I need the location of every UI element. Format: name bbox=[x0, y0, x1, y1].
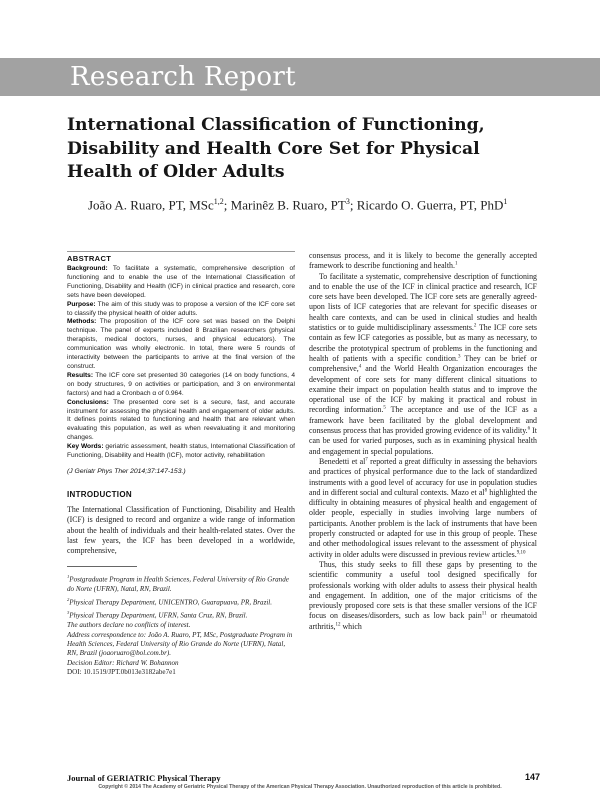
copyright-notice: Copyright © 2014 The Academy of Geriatric Physical Therapy of the American Physical Therapy Association. Unauthorized reproduction of this article is prohibited. bbox=[98, 784, 502, 790]
article-title: International Classification of Functioning, Disability and Health Core Set for Physical Health of Older Adults bbox=[67, 115, 485, 182]
body-paragraph-2: To facilitate a systematic, comprehensive description of functioning and to enable the use of the ICF in clinical practice and research, ICF core sets have been developed. The ICF core sets are generally agreed-upon lists of ICF categories that are relevant for specific diseases or health care contexts, and can be used in clinical studies and health statistics or to guide multidisciplinary assessments.$^2$ The ICF core sets contain as few ICF categories as possible, but as many as necessary, to describe the prototypical spectrum of problems in the functioning and health of patients with a specific condition.$^3$ They can be brief or comprehensive,$^4$ and the World Health Organization encourages the development of core sets for many different clinical situations to examine their impact on population health status and to improve the operational use of the ICF by making it practical and robust in recording information.$^5$ The acceptance and use of the ICF as a framework have been facilitated by the global development and consensus process that has provided growing evidence of its validity.$^6$ It can be used for varied purposes, such as in examining physical health and engagement in special populations. bbox=[309, 271, 537, 456]
introduction-heading: INTRODUCTION bbox=[67, 489, 132, 499]
affiliation-3: $^3$Physical Therapy Department, UFRN, Santa Cruz, RN, Brazil. bbox=[67, 609, 248, 620]
footnote-rule bbox=[67, 566, 137, 567]
abstract-body: Background: To facilitate a systematic, comprehensive description of functioning and to enable the use of the International Classification of Functioning, Disability and Health (ICF) in clinical practice and research, core sets have been developed. Purpose: The aim of this study was to propose a version of the ICF core set to classify the physical health of older adults. Methods: The proposition of the ICF core set was based on the Delphi technique. The panel of experts included 8 Brazilian researchers (physical therapists, medical doctors, nurses, and physical educators). The communication was wholly electronic. In total, there were 5 rounds of interactivity between the participants to arrive at the final version of the construct. Results: The ICF core set presented 30 categories (14 on body functions, 4 on body structures, 9 on activities or participation, and 3 on environmental factors) and had a Cronbach α of 0.964. Conclusions: The presented core set is a secure, fast, and accurate instrument for assessing the physical health and engagement of older adults. It defines points related to functioning and health that are relevant when evaluating this population, as well as when reevaluating it and monitoring changes. Key Words: geriatric assessment, health status, International Classification of Functioning, Disability and Health (ICF), motor activity, rehabilitation bbox=[67, 265, 295, 460]
journal-name: Journal of GERIATRIC Physical Therapy bbox=[67, 773, 221, 783]
affiliation-2: $^2$Physical Therapy Department, UNICENTRO, Guarapuava, PR, Brazil. bbox=[67, 596, 273, 607]
author-line: João A. Ruaro, PT, MSc$^{1,2}$; Marinêz B. Ruaro, $PT^3$; Ricardo O. Guerra, PT, PhD$^1$ bbox=[88, 197, 508, 213]
left-column bbox=[67, 251, 295, 678]
conflict-statement: The authors declare no conflicts of interest. bbox=[67, 620, 191, 629]
affiliation-1: $^1$Postgraduate Program in Health Sciences, Federal University of Rio Grande do Norte (UFRN), Natal, RN, Brazil. bbox=[67, 574, 289, 593]
citation: (J Geriatr Phys Ther 2014;37:147-153.) bbox=[67, 467, 186, 475]
doi: DOI: 10.1519/JPT.0b013e3182abe7e1 bbox=[67, 668, 176, 677]
introduction-paragraph: The International Classification of Functioning, Disability and Health (ICF) is designed to record and organize a wide range of information about the health of individuals and their health-related states. Over the last few years, the ICF has been developed in a worldwide, comprehensive, bbox=[67, 504, 295, 556]
decision-editor: Decision Editor: Richard W. Bohannon bbox=[67, 658, 179, 667]
section-banner-label: Research Report bbox=[70, 62, 296, 92]
abstract-heading: ABSTRACT bbox=[67, 251, 295, 264]
body-paragraph-4: Thus, this study seeks to fill these gaps by presenting to the scientific community a useful tool designed specifically for professionals working with older adults to assess their physical health and engagement. In addition, one of the major criticisms of the previously proposed core sets is that these smaller versions of the ICF focus on diseases/disorders, such as low back pain$^{11}$ or rheumatoid arthritis,$^{12}$ which bbox=[309, 559, 537, 631]
body-paragraph-3: Benedetti et $al^7$ reported a great difficulty in assessing the behaviors and practices of physical performance due to the lack of standardized instruments with a good level of accuracy for use in population studies and in different social and cultural contexts. Mazo et $al^8$ highlighted the difficulty in obtaining measures of physical health and engagement of older people, especially in studies involving large numbers of participants. Another problem is the lack of instruments that have been properly constructed or adapted for use in this group of people. These and other methodological issues relevant to the assessment of physical activity in older adults were discussed in previous review articles.$^{9,10}$ bbox=[309, 456, 537, 559]
correspondence-address: Address correspondence to: João A. Ruaro, PT, MSc, Postgraduate Program in Health Sciences, Federal University of Rio Grande do Norte (UFRN), Natal, RN, Brazil (joaoruaro@bol.com.br). bbox=[67, 630, 293, 657]
body-paragraph-1: consensus process, and it is likely to become the generally accepted framework to describe functioning and health.$^1$ bbox=[309, 251, 537, 271]
page-number: 147 bbox=[524, 772, 540, 782]
right-column bbox=[309, 251, 537, 632]
